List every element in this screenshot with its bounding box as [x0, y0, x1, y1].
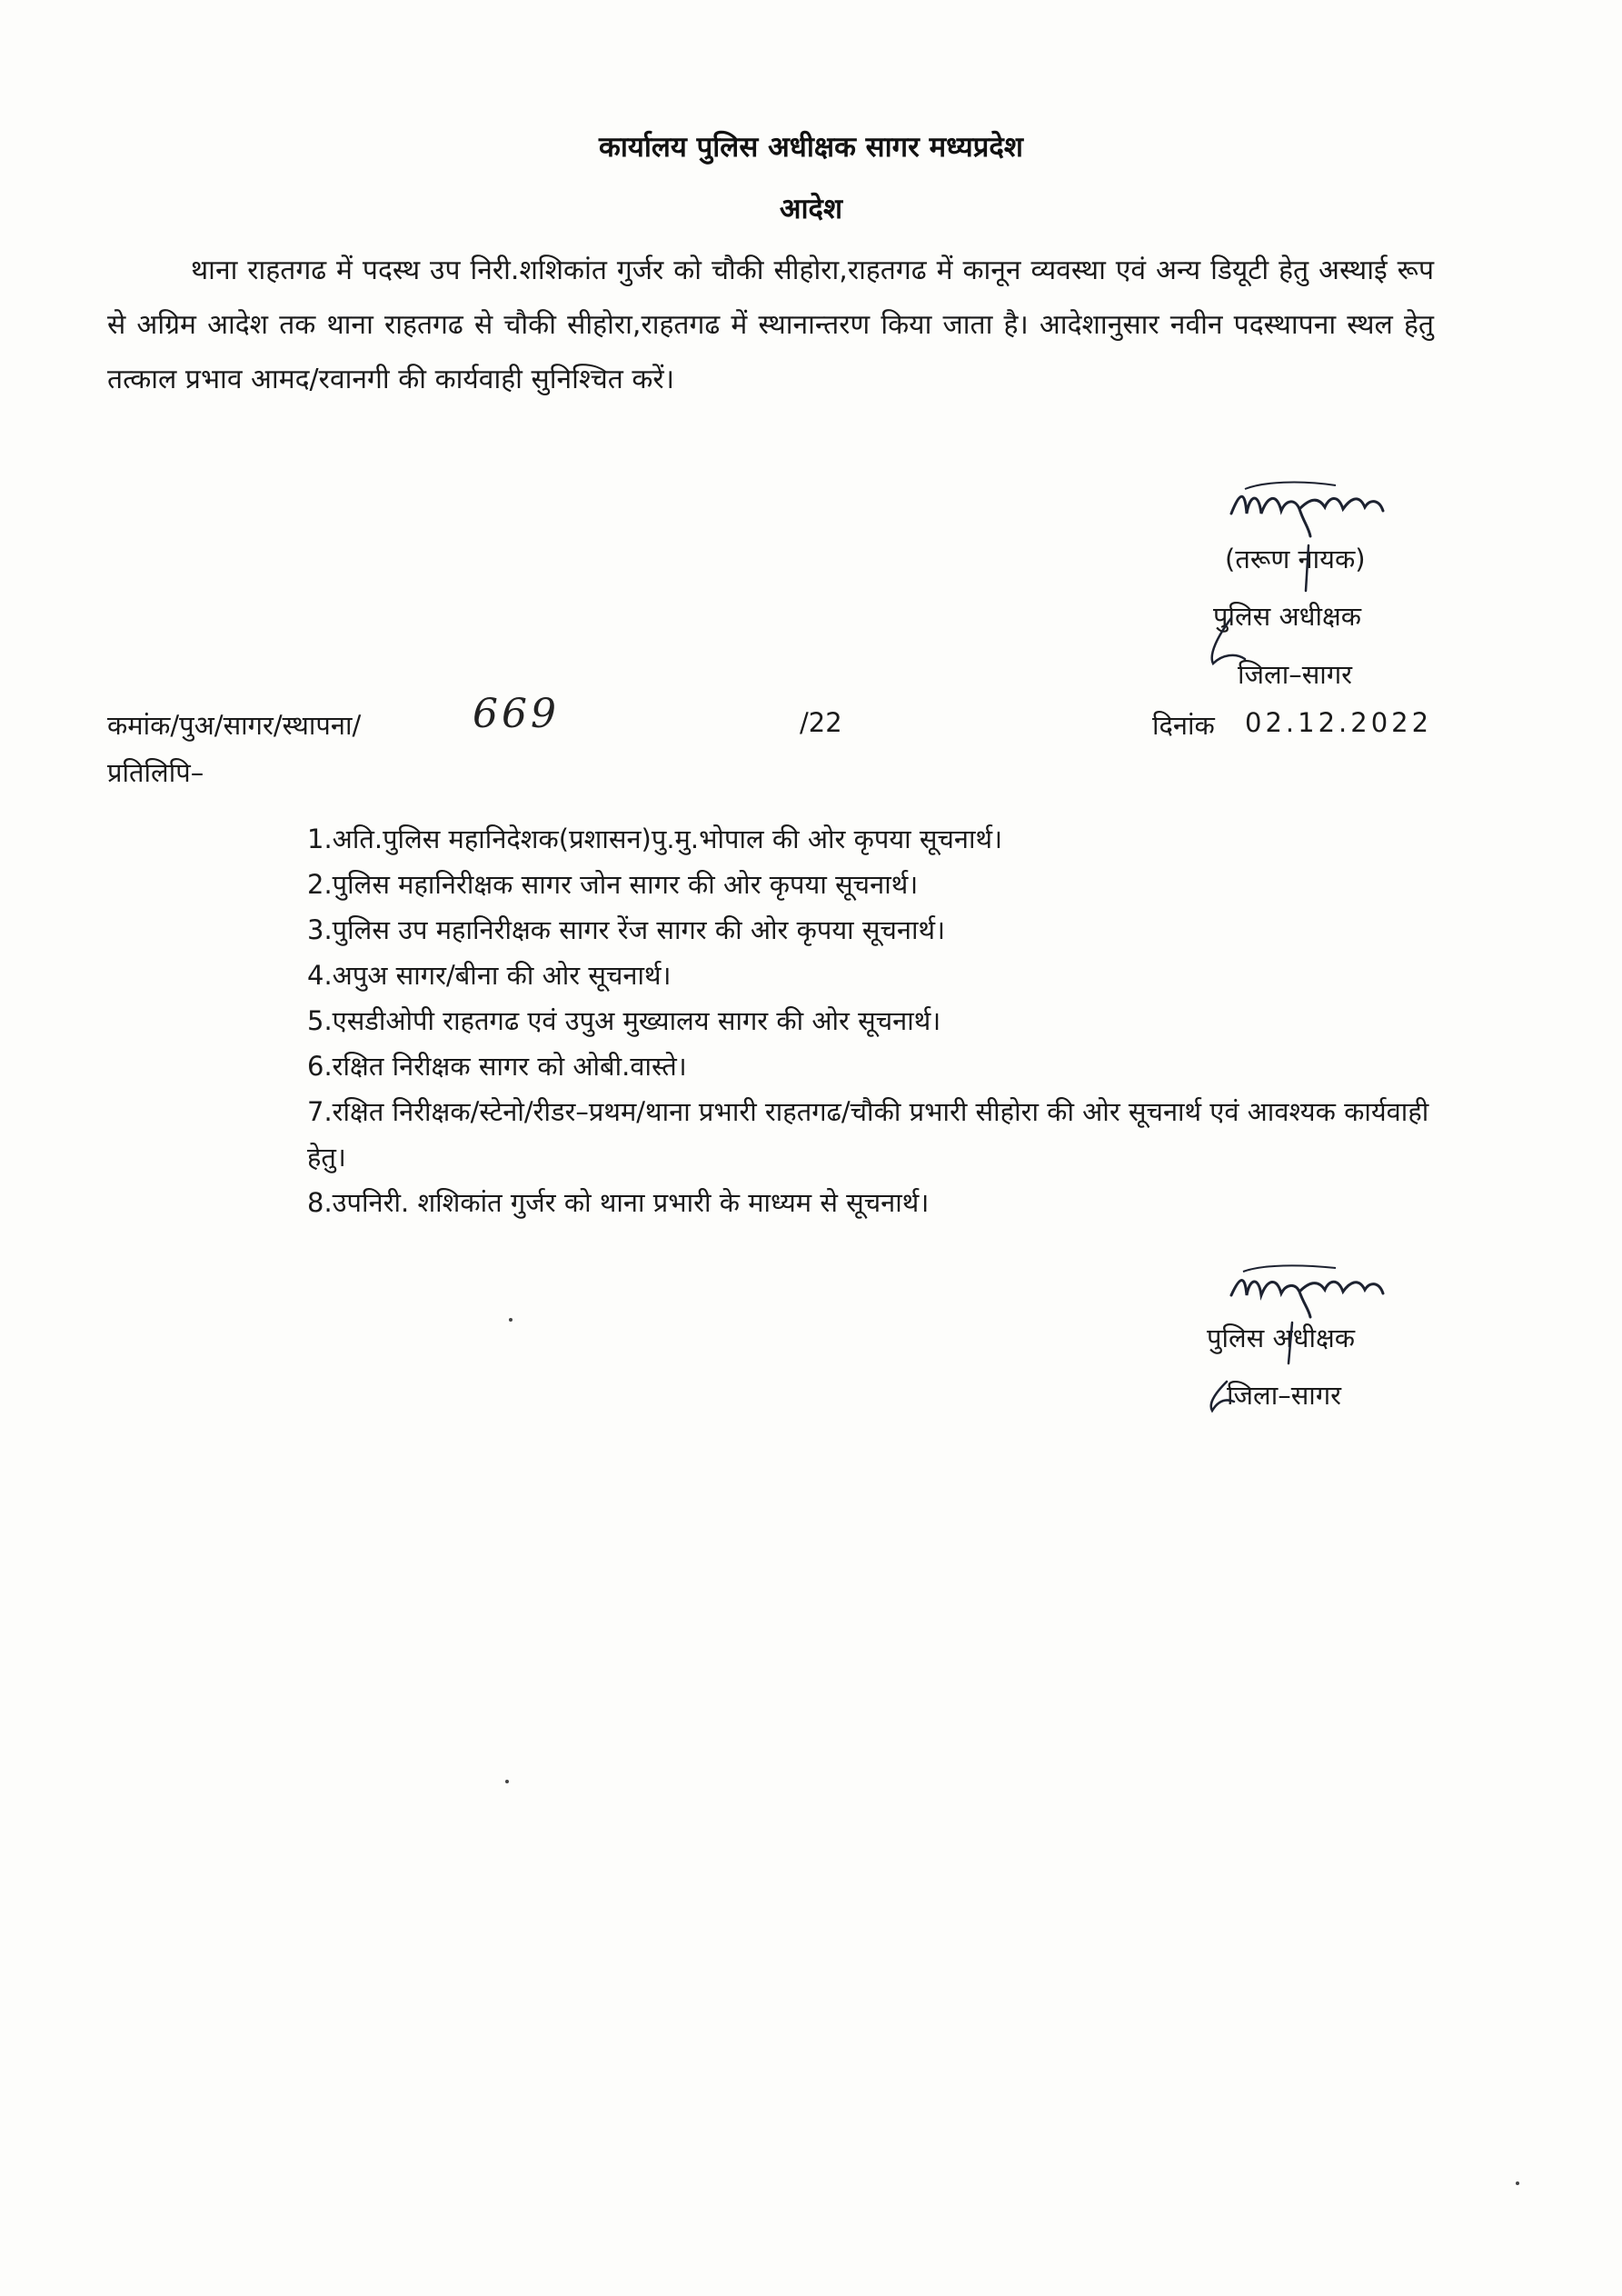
- signature-stroke-2: [1190, 1318, 1309, 1418]
- speck: [1516, 2181, 1519, 2185]
- signature-scribble-2: [1227, 1259, 1408, 1323]
- order-date: 02.12.2022: [1245, 707, 1433, 738]
- list-item: 1.अति.पुलिस महानिदेशक(प्रशासन)पु.मु.भोपाल की ओर कृपया सूचनार्थ।: [307, 824, 1003, 854]
- list-item: 4.अपुअ सागर/बीना की ओर सूचनार्थ।: [307, 960, 672, 991]
- officer-name: (तरूण नायक): [1225, 544, 1366, 574]
- list-item: 6.रक्षित निरीक्षक सागर को ओबी.वास्ते।: [307, 1051, 687, 1082]
- signature-stroke-1: [1204, 536, 1322, 673]
- order-heading: आदेश: [779, 193, 843, 225]
- reference-number: 669: [473, 691, 560, 737]
- list-item: 3.पुलिस उप महानिरीक्षक सागर रेंज सागर की ओर कृपया सूचनार्थ।: [307, 914, 946, 945]
- date-label: दिनांक: [1152, 710, 1215, 741]
- list-item: 5.एसडीओपी राहतगढ एवं उपुअ मुख्यालय सागर की ओर सूचनार्थ।: [307, 1005, 941, 1036]
- list-item: 7.रक्षित निरीक्षक/स्टेनो/रीडर–प्रथम/थाना प्रभारी राहतगढ/चौकी प्रभारी सीहोरा की ओर सूचनार्थ एवं आवश्यक कार्यवाही हेतु।: [307, 1096, 1429, 1173]
- order-paragraph: थाना राहतगढ में पदस्थ उप निरी.शशिकांत गुर्जर को चौकी सीहोरा,राहतगढ में कानून व्यवस्था एवं अन्य डियूटी हेतु अस्थाई रूप से अग्रिम आदेश तक थाना राहतगढ से चौकी सीहोरा,राहतगढ में स्थानान्तरण किया जाता है। आदेशानुसार नवीन पदस्थापना स्थल हेतु तत्काल प्रभाव आमद/रवानगी की कार्यवाही सुनिश्चित करें।: [107, 255, 1434, 395]
- copy-signatory-designation: पुलिस अधीक्षक: [1207, 1323, 1356, 1353]
- list-item: 2.पुलिस महानिरीक्षक सागर जोन सागर की ओर कृपया सूचनार्थ।: [307, 869, 919, 900]
- speck: [509, 1318, 512, 1322]
- signature-scribble-1: [1227, 473, 1408, 545]
- reference-prefix: कमांक/पुअ/सागर/स्थापना/: [107, 710, 362, 741]
- copy-to-label: प्रतिलिपि–: [107, 757, 204, 788]
- officer-district: जिला–सागर: [1238, 659, 1353, 690]
- copy-signatory-district: जिला–सागर: [1227, 1380, 1342, 1411]
- office-title: कार्यालय पुलिस अधीक्षक सागर मध्यप्रदेश: [599, 131, 1023, 164]
- copy-to-list: [307, 816, 1434, 1225]
- reference-year: /22: [800, 707, 842, 738]
- speck: [505, 1780, 509, 1783]
- list-item: 8.उपनिरी. शशिकांत गुर्जर को थाना प्रभारी के माध्यम से सूचनार्थ।: [307, 1187, 930, 1218]
- officer-designation: पुलिस अधीक्षक: [1213, 601, 1362, 632]
